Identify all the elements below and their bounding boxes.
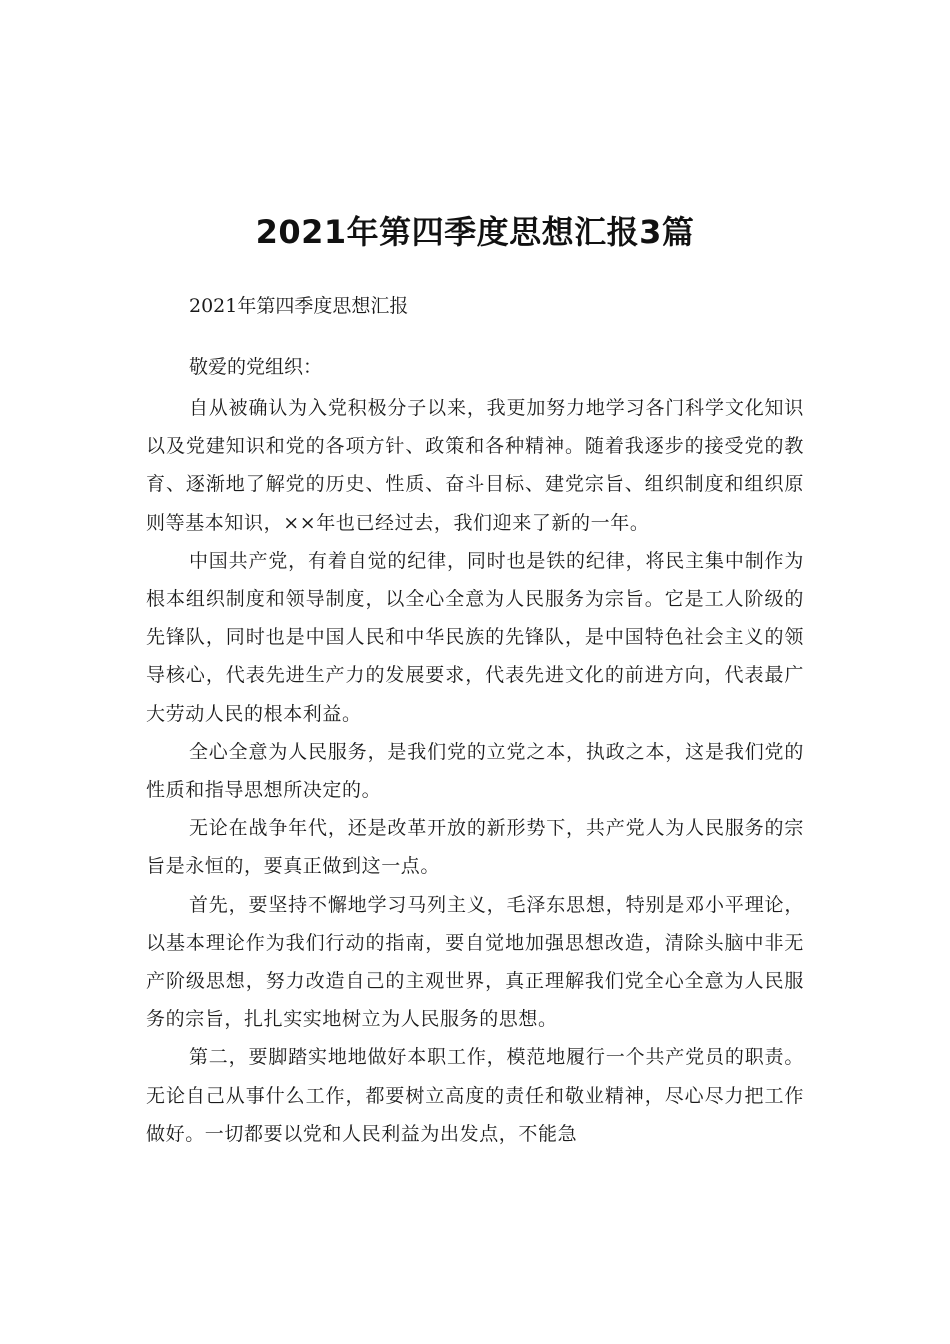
paragraph-1: 自从被确认为入党积极分子以来，我更加努力地学习各门科学文化知识以及党建知识和党的各项方针、政策和各种精神。随着我逐步的接受党的教育、逐渐地了解党的历史、性质、奋斗目标、建党宗旨、组织制度和组织原则等基本知识，××年也已经过去，我们迎来了新的一年。 <box>146 397 804 534</box>
paragraph-5: 首先，要坚持不懈地学习马列主义，毛泽东思想，特别是邓小平理论，以基本理论作为我们行动的指南，要自觉地加强思想改造，清除头脑中非无产阶级思想，努力改造自己的主观世界，真正理解我们党全心全意为人民服务的宗旨，扎扎实实地树立为人民服务的思想。 <box>146 893 804 1031</box>
document-body <box>146 389 804 1153</box>
paragraph-3: 全心全意为人民服务，是我们党的立党之本，执政之本，这是我们党的性质和指导思想所决定的。 <box>146 740 804 802</box>
paragraph-2: 中国共产党，有着自觉的纪律，同时也是铁的纪律，将民主集中制作为根本组织制度和领导制度，以全心全意为人民服务为宗旨。它是工人阶级的先锋队，同时也是中国人民和中华民族的先锋队，是中国特色社会主义的领导核心，代表先进生产力的发展要求，代表先进文化的前进方向，代表最广大劳动人民的根本利益。 <box>146 549 804 725</box>
document-subtitle: 2021年第四季度思想汇报 <box>189 295 409 317</box>
paragraph-6: 第二，要脚踏实地地做好本职工作，模范地履行一个共产党员的职责。无论自己从事什么工作，都要树立高度的责任和敬业精神，尽心尽力把工作做好。一切都要以党和人民利益为出发点，不能急 <box>146 1046 804 1145</box>
document-title: 2021年第四季度思想汇报3篇 <box>255 213 695 251</box>
paragraph-4: 无论在战争年代，还是改革开放的新形势下，共产党人为人民服务的宗旨是永恒的，要真正做到这一点。 <box>146 817 804 878</box>
salutation: 敬爱的党组织： <box>189 356 323 378</box>
